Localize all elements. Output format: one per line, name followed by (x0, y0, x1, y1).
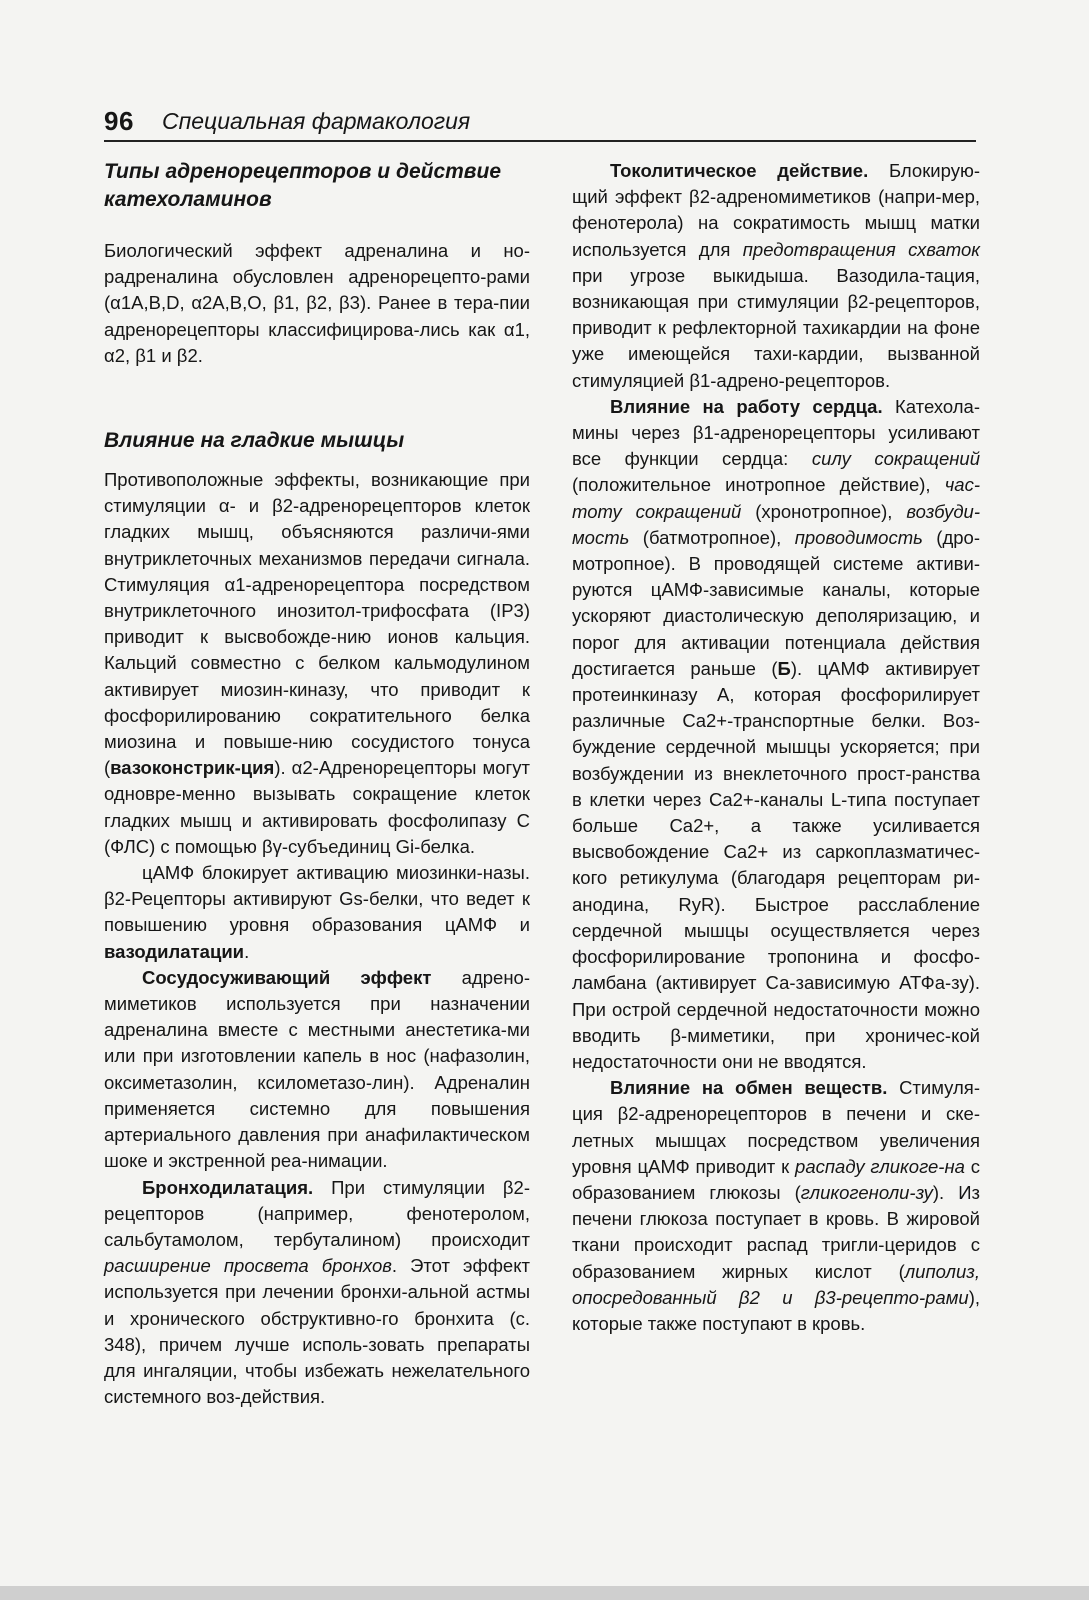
run-in-bronchodilation: Бронходилатация. (142, 1176, 314, 1198)
paragraph-tocolytic: Токолитическое действие. Блокирую-щий эффект β2-адреномиметиков (напри-мер, фенотерола) на сократимость мышц матки используется для предотвращения схваток при угрозе выкидыша. Вазодила-тация, возникающая при стимуляции β2-рецепторов, приводит к рефлекторной тахикардии на фоне уже имеющейся тахи-кардии, вызванной стимуляцией β1-адрено-рецепторов. (572, 160, 980, 391)
right-column (572, 158, 980, 1337)
run-in-metabolism: Влияние на обмен веществ. (610, 1077, 888, 1099)
running-header (104, 104, 976, 142)
run-in-tocolytic: Токолитическое действие. (610, 160, 869, 181)
paragraph-vasoconstrictor-effect: Сосудосуживающий эффект адрено-миметиков используется при назначении адреналина вместе с местными анестетика-ми или при изготовлении капель в нос (нафазолин, оксиметазолин, ксилометазо-лин). Адреналин применяется системно для повышения артериального давления при анафилактическом шоке и экстренной реа-нимации. (104, 966, 531, 1172)
paragraph-smooth-muscle: Противоположные эффекты, возникающие при стимуляции α- и β2-адренорецепторов клеток гладких мышц, объясняются различи-ями внутриклеточных механизмов передачи сигнала. Стимуляция α1-адренорецептора посредством внутриклеточного инозитол-трифосфата (IP3) приводит к высвобожде-нию ионов кальция. Кальций совместно с белком кальмодулином активирует миозин-киназу, что приводит к фосфорилированию сократительного белка миозина и повыше-нию сосудистого тонуса (вазоконстрик-ция). α2-Адренорецепторы могут одновре-менно вызывать сокращение клеток гладких мышц и активировать фосфолипазу С (ФЛС) с помощью βγ-субъединиц Gi-белка. (104, 469, 530, 857)
term-vasodilation: вазодилатации (104, 940, 245, 962)
paragraph-camp: цАМФ блокирует активацию миозинки-назы. β2-Рецепторы активируют Gs-белки, что ведет к повышению уровня образования цАМФ и вазодилатации. (104, 862, 530, 962)
paragraph-heart: Влияние на работу сердца. Катехола-мины через β1-адренорецепторы усиливают все функции сердца: силу сокращений (положительное инотропное действие), час-тоту сокращений (хронотропное), возбуди-мость (батмотропное), проводимость (дро-мотропное). В проводящей системе активи-руются цАМФ-зависимые каналы, которые ускоряют диастолическую деполяризацию, и порог для активации потенциала действия достигается раньше (Б). цАМФ активирует протеинкиназу А, которая фосфорилирует различные Ca2+-транспортные белки. Воз-буждение сердечной мышцы ускоряется; при возбуждении из внеклеточного прост-ранства в клетки через Ca2+-каналы L-типа поступает больше Ca2+, а также усиливается высвобождение Ca2+ из саркоплазматичес-кого ретикулума (благодаря рецепторам ри-анодина, RyR). Быстрое расслабление сердечной мышцы осуществляется через фосфорилирование тропонина и фосфо-ламбана (активирует Са-зависимую АТФа-зу). При острой сердечной недостаточности можно вводить β-миметики, при хроничес-кой недостаточности они не вводятся. (572, 395, 981, 1072)
left-column (104, 158, 530, 1410)
section-title-smooth-muscle: Влияние на гладкие мышцы (104, 429, 405, 453)
run-in-vasoconstrictor: Сосудосуживающий эффект (142, 966, 432, 988)
page-bottom-edge (0, 1586, 1089, 1600)
running-title: Специальная фармакология (162, 108, 471, 134)
run-in-heart: Влияние на работу сердца. (610, 395, 883, 417)
page-number: 96 (104, 106, 134, 136)
section-title-receptor-types: Типы адренорецепторов и действие катехоламинов (104, 160, 502, 211)
paragraph-bronchodilation: Бронходилатация. При стимуляции β2-рецепторов (например, фенотеролом, сальбутамолом, тербуталином) происходит расширение просвета бронхов. Этот эффект используется при лечении бронхи-альной астмы и хронического обструктивно-го бронхита (с. 348), причем лучше исполь-зовать препараты для ингаляции, чтобы избежать нежелательного системного воз-действия. (104, 1176, 530, 1408)
receptor-list: α1A,B,D, α2A,B,O, β1, β2, β3 (110, 292, 360, 314)
term-vasoconstriction: вазоконстрик-ция (110, 757, 275, 779)
paragraph-metabolism: Влияние на обмен веществ. Стимуля-ция β2-адренорецепторов в печени и ске-летных мышцах посредством увеличения уровня цАМФ приводит к распаду гликоге-на с образованием глюкозы (гликогеноли-зу). Из печени глюкоза поступает в кровь. В жировой ткани происходит распад тригли-церидов с образованием жирных кислот (липолиз, опосредованный β2 и β3-рецепто-рами), которые также поступают в кровь. (572, 1077, 980, 1334)
paragraph-receptor-types: Биологический эффект адреналина и но-радреналина обусловлен адренорецепто-рами (α1A,B,D, α2A,B,O, β1, β2, β3). Ранее в тера-пии адренорецепторы классифицирова-лись как α1, α2, β1 и β2. (104, 240, 530, 366)
figure-reference-b: Б (777, 657, 791, 679)
